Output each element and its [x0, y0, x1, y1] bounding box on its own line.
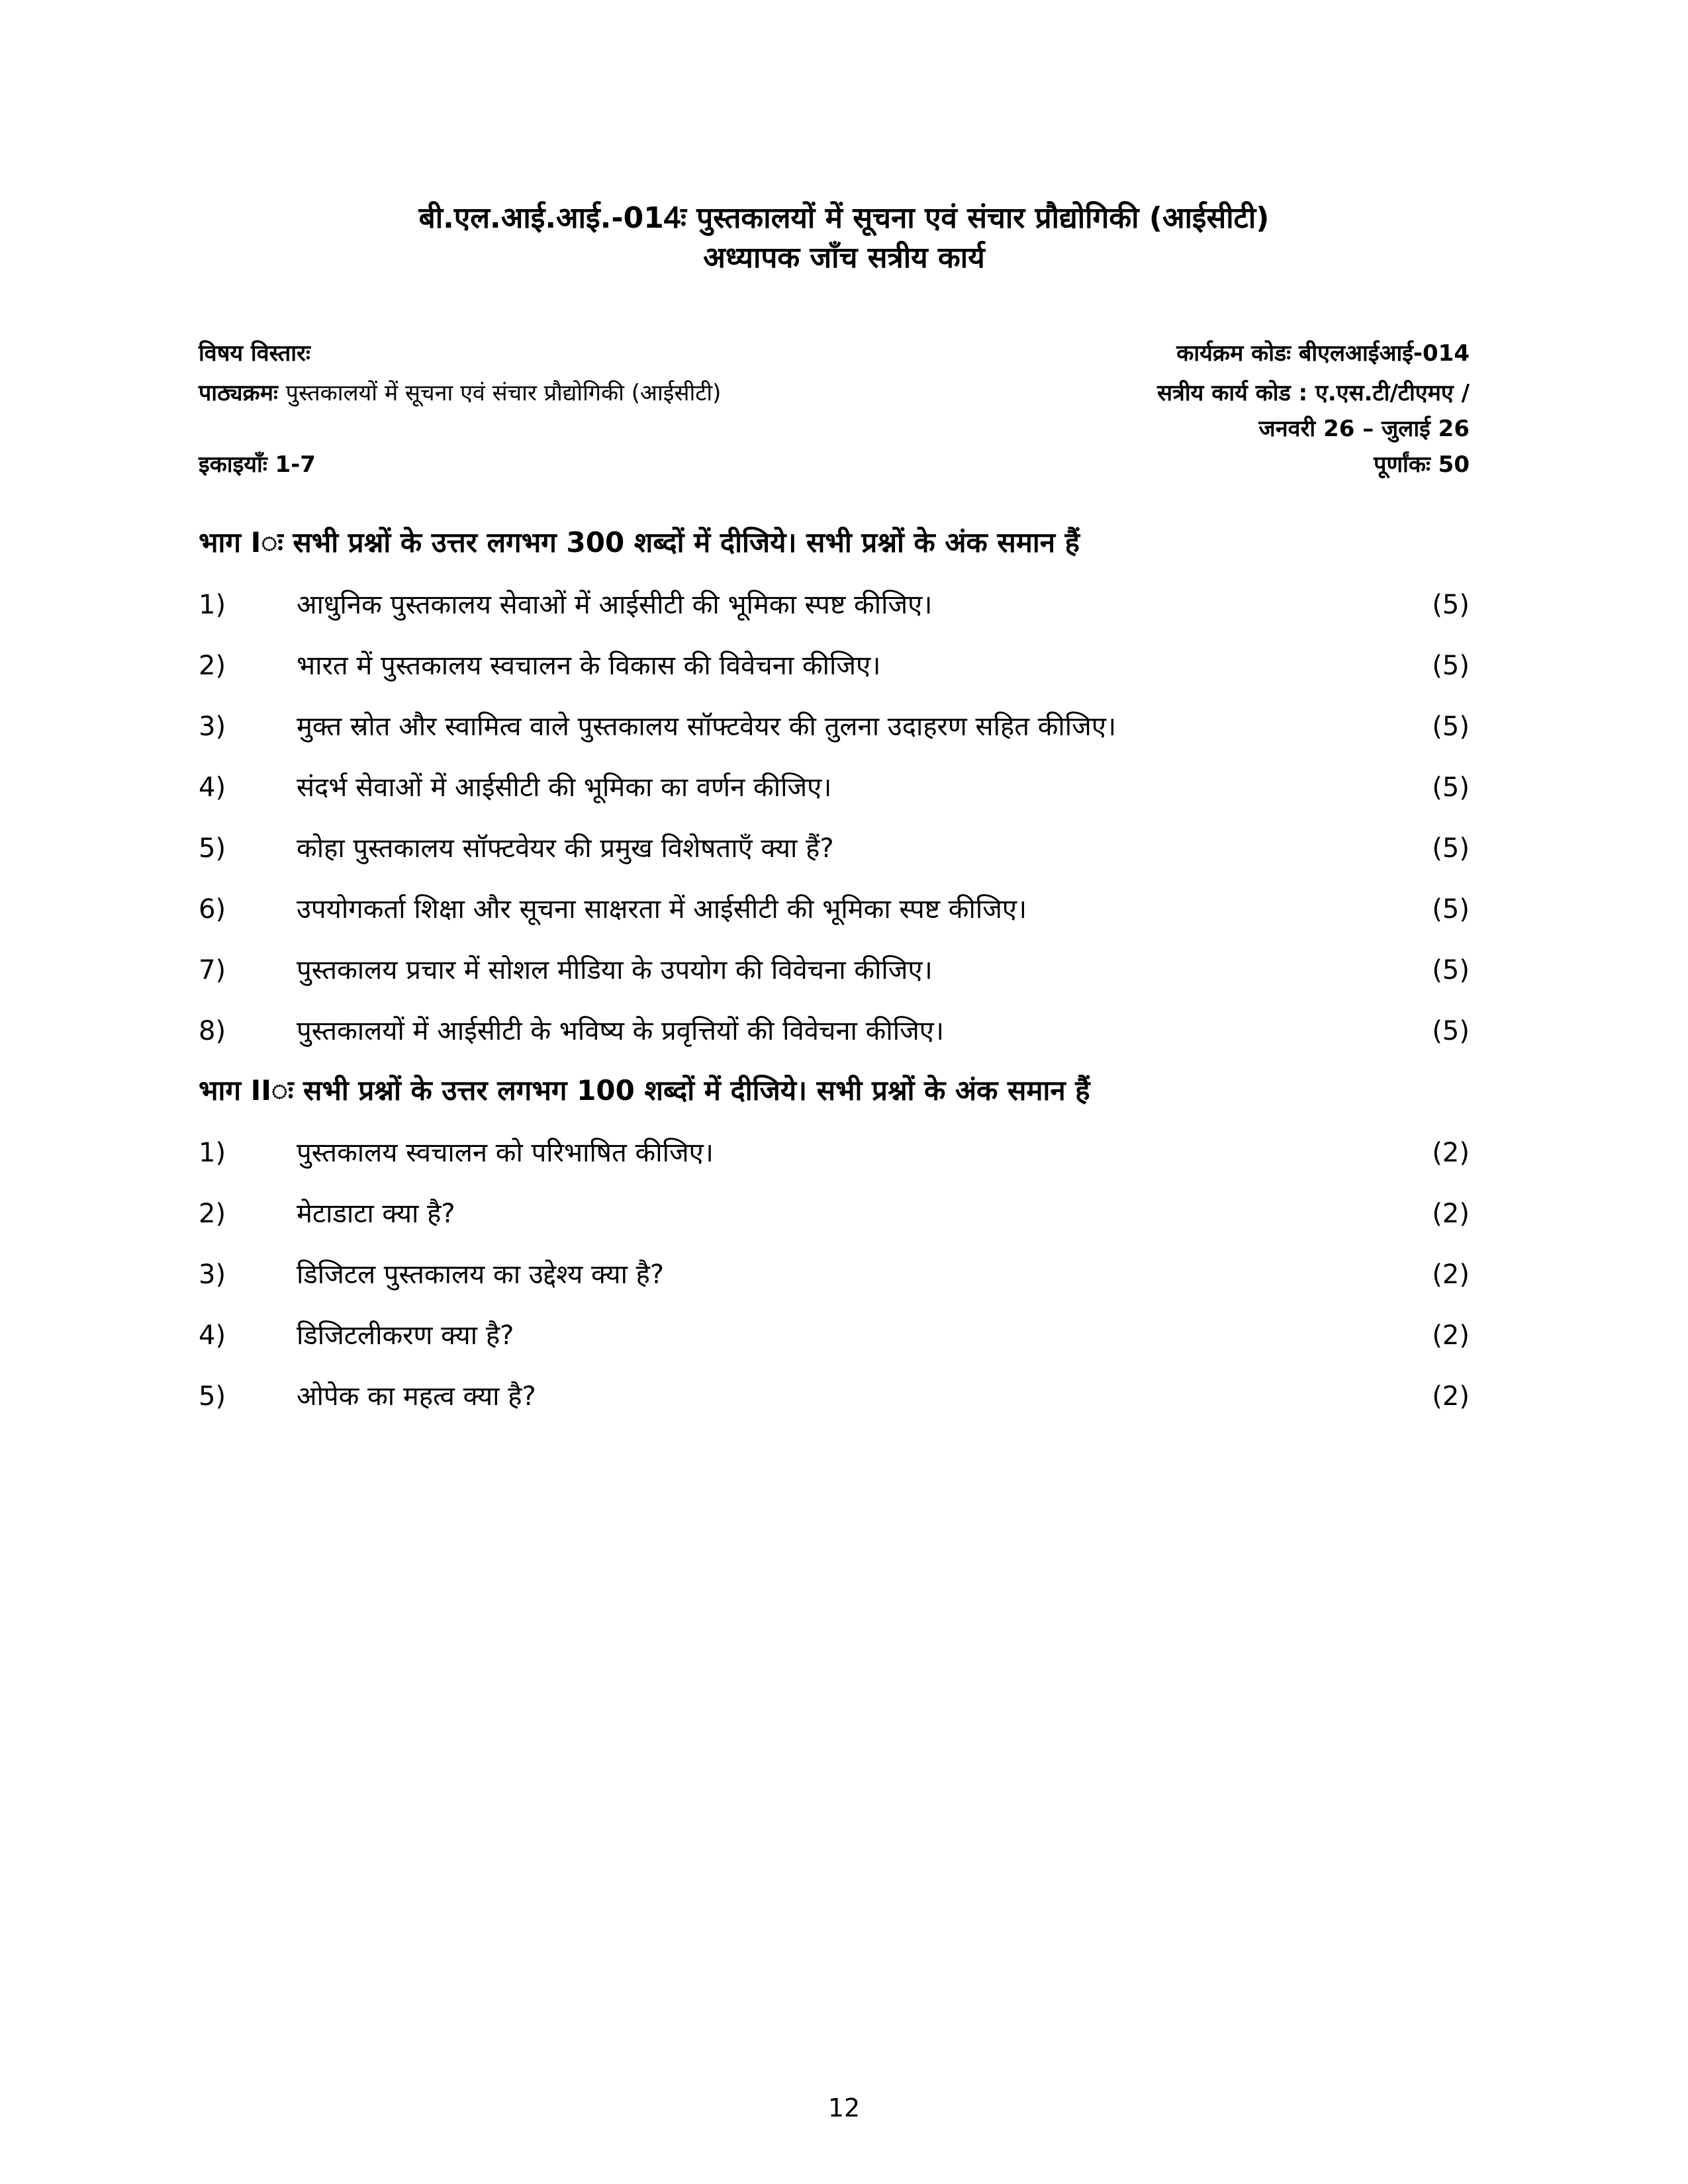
question-row [199, 950, 1470, 990]
question-text: भारत में पुस्तकालय स्वचालन के विकास की विवेचना कीजिए। [297, 651, 881, 681]
question-marks: (2) [1432, 1320, 1470, 1351]
question-number: 6) [199, 894, 226, 925]
course-label: पाठ्यक्रमः [199, 380, 278, 406]
subject-label: विषय विस्तारः [199, 340, 310, 367]
question-text: मुक्त स्रोत और स्वामित्व वाले पुस्तकालय सॉफ्टवेयर की तुलना उदाहरण सहित कीजिए। [297, 711, 1117, 742]
part2-heading: भाग IIः सभी प्रश्नों के उत्तर लगभग 100 शब्दों में दीजिये। सभी प्रश्नों के अंक समान हैं [199, 1074, 1090, 1107]
question-text: पुस्तकालयों में आईसीटी के भविष्य के प्रवृत्तियों की विवेचना कीजिए। [297, 1016, 945, 1046]
title-block [199, 199, 1489, 278]
course-line [199, 376, 721, 410]
question-text: मेटाडाटा क्या है? [297, 1199, 455, 1229]
question-row [199, 1255, 1470, 1295]
question-marks: (2) [1432, 1199, 1470, 1229]
question-number: 2) [199, 651, 226, 681]
question-row [199, 889, 1470, 929]
question-number: 4) [199, 772, 226, 803]
question-row [199, 585, 1470, 625]
question-number: 3) [199, 1259, 226, 1290]
max-marks: पूर्णांकः 50 [1374, 451, 1470, 478]
question-marks: (5) [1432, 772, 1470, 803]
page-number: 12 [827, 2093, 861, 2122]
question-marks: (5) [1432, 1016, 1470, 1046]
question-marks: (5) [1432, 894, 1470, 925]
question-row [199, 707, 1470, 747]
question-number: 3) [199, 711, 226, 742]
session: जनवरी 26 – जुलाई 26 [1258, 416, 1470, 442]
question-text: पुस्तकालय प्रचार में सोशल मीडिया के उपयोग की विवेचना कीजिए। [297, 955, 933, 985]
question-row [199, 768, 1470, 807]
question-marks: (2) [1432, 1381, 1470, 1412]
question-row [199, 1133, 1470, 1173]
question-number: 5) [199, 833, 226, 864]
units-label: इकाइयाँः 1-7 [199, 451, 316, 478]
question-number: 5) [199, 1381, 226, 1412]
question-marks: (2) [1432, 1259, 1470, 1290]
course-value: पुस्तकालयों में सूचना एवं संचार प्रौद्योगिकी (आईसीटी) [285, 380, 722, 406]
question-text: कोहा पुस्तकालय सॉफ्टवेयर की प्रमुख विशेषताएँ क्या हैं? [297, 833, 834, 864]
question-number: 4) [199, 1320, 226, 1351]
question-row [199, 1194, 1470, 1234]
question-number: 2) [199, 1199, 226, 1229]
question-marks: (5) [1432, 833, 1470, 864]
document-subtitle: अध्यापक जाँच सत्रीय कार्य [703, 241, 985, 275]
question-row [199, 1377, 1470, 1416]
question-marks: (2) [1432, 1138, 1470, 1168]
question-text: संदर्भ सेवाओं में आईसीटी की भूमिका का वर्णन कीजिए। [297, 772, 832, 803]
question-row [199, 1316, 1470, 1355]
question-text: पुस्तकालय स्वचालन को परिभाषित कीजिए। [297, 1138, 714, 1168]
question-text: ओपेक का महत्व क्या है? [297, 1381, 536, 1412]
question-marks: (5) [1432, 651, 1470, 681]
question-row [199, 646, 1470, 686]
question-text: डिजिटल पुस्तकालय का उद्देश्य क्या है? [297, 1259, 665, 1290]
question-text: आधुनिक पुस्तकालय सेवाओं में आईसीटी की भूमिका स्पष्ट कीजिए। [297, 590, 933, 620]
question-number: 7) [199, 955, 226, 985]
question-number: 8) [199, 1016, 226, 1046]
question-marks: (5) [1432, 590, 1470, 620]
part1-heading: भाग Iः सभी प्रश्नों के उत्तर लगभग 300 शब्दों में दीजिये। सभी प्रश्नों के अंक समान हैं [199, 526, 1080, 559]
question-marks: (5) [1432, 955, 1470, 985]
question-number: 1) [199, 1138, 226, 1168]
question-marks: (5) [1432, 711, 1470, 742]
question-number: 1) [199, 590, 226, 620]
assignment-code: सत्रीय कार्य कोड : ए.एस.टी/टीएमए / [1157, 380, 1470, 406]
question-row [199, 829, 1470, 868]
question-row [199, 1011, 1470, 1051]
document-title: बी.एल.आई.आई.-014ः पुस्तकालयों में सूचना एवं संचार प्रौद्योगिकी (आईसीटी) [418, 201, 1270, 235]
question-text: उपयोगकर्ता शिक्षा और सूचना साक्षरता में आईसीटी की भूमिका स्पष्ट कीजिए। [297, 894, 1027, 925]
program-code: कार्यक्रम कोडः बीएलआईआई-014 [1176, 340, 1470, 367]
question-text: डिजिटलीकरण क्या है? [297, 1320, 514, 1351]
